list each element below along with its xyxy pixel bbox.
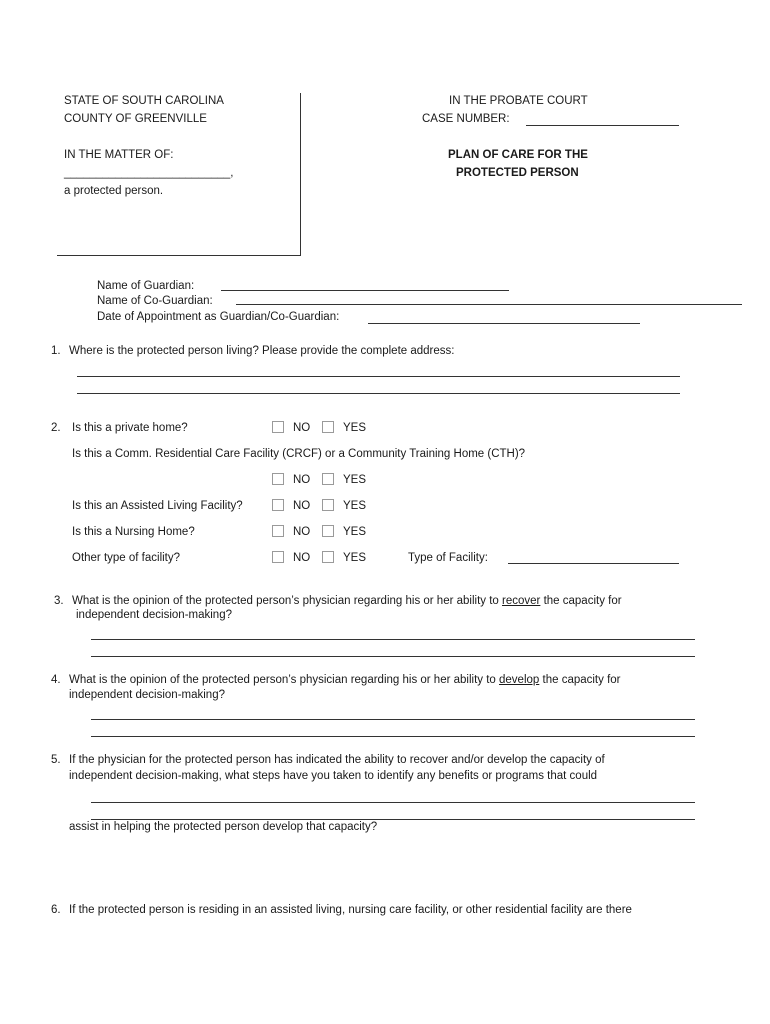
other-facility-no-checkbox[interactable]: [272, 551, 284, 563]
private-home-label: Is this a private home?: [72, 422, 188, 434]
question-6-number: 6.: [51, 904, 61, 916]
assisted-living-label: Is this an Assisted Living Facility?: [72, 500, 243, 512]
no-label: NO: [293, 552, 311, 564]
case-number-label: CASE NUMBER:: [422, 113, 510, 125]
question-3-text: What is the opinion of the protected person’s physician regarding his or her ability to recover the capacity for: [72, 595, 622, 607]
assisted-living-no-checkbox[interactable]: [272, 499, 284, 511]
question-4-text-line2: independent decision-making?: [69, 689, 225, 701]
form-title-line1: PLAN OF CARE FOR THE: [448, 149, 588, 161]
caption-divider-vertical: [300, 93, 301, 256]
question-3-text-line2: independent decision-making?: [76, 609, 232, 621]
nursing-home-no-checkbox[interactable]: [272, 525, 284, 537]
crcf-label: Is this a Comm. Residential Care Facility (CRCF) or a Community Training Home (CTH)?: [72, 448, 526, 460]
type-of-facility-label: Type of Facility:: [408, 552, 488, 564]
guardian-name-field[interactable]: [221, 290, 509, 291]
appointment-date-field[interactable]: [368, 323, 640, 324]
private-home-yes-checkbox[interactable]: [322, 421, 334, 433]
court-label: IN THE PROBATE COURT: [449, 95, 588, 107]
q4-answer-line-1[interactable]: [91, 719, 695, 720]
nursing-home-yes-checkbox[interactable]: [322, 525, 334, 537]
nursing-home-label: Is this a Nursing Home?: [72, 526, 195, 538]
question-5-text-line2: independent decision-making, what steps have you taken to identify any benefits or programs that could: [69, 770, 598, 782]
matter-of-label: IN THE MATTER OF:: [64, 149, 174, 161]
question-6-text: If the protected person is residing in an assisted living, nursing care facility, or other residential facility are there: [69, 904, 632, 916]
address-line-1[interactable]: [77, 376, 680, 377]
address-line-2[interactable]: [77, 393, 680, 394]
yes-label: YES: [343, 552, 367, 564]
no-label: NO: [293, 422, 311, 434]
yes-label: YES: [343, 526, 367, 538]
caption-divider-horizontal: [57, 255, 301, 256]
other-facility-label: Other type of facility?: [72, 552, 181, 564]
no-label: NO: [293, 526, 311, 538]
q3-answer-line-2[interactable]: [91, 656, 695, 657]
question-5-text-line3: assist in helping the protected person develop that capacity?: [69, 821, 378, 833]
other-facility-yes-checkbox[interactable]: [322, 551, 334, 563]
question-3-number: 3.: [54, 595, 64, 607]
q3-answer-line-1[interactable]: [91, 639, 695, 640]
type-of-facility-field[interactable]: [508, 563, 679, 564]
coguardian-name-label: Name of Co-Guardian:: [97, 295, 213, 307]
form-title-line2: PROTECTED PERSON: [456, 167, 579, 179]
guardian-name-label: Name of Guardian:: [97, 280, 195, 292]
assisted-living-yes-checkbox[interactable]: [322, 499, 334, 511]
question-5-text-line1: If the physician for the protected person has indicated the ability to recover and/or develop the capacity of: [69, 754, 605, 766]
q5-answer-line-2[interactable]: [91, 819, 695, 820]
appointment-date-label: Date of Appointment as Guardian/Co-Guardian:: [97, 311, 340, 323]
question-2-number: 2.: [51, 422, 61, 434]
crcf-yes-checkbox[interactable]: [322, 473, 334, 485]
no-label: NO: [293, 474, 311, 486]
yes-label: YES: [343, 500, 367, 512]
no-label: NO: [293, 500, 311, 512]
question-4-text: What is the opinion of the protected person’s physician regarding his or her ability to develop the capacity for: [69, 674, 621, 686]
yes-label: YES: [343, 422, 367, 434]
coguardian-name-field[interactable]: [236, 304, 742, 305]
state-label: STATE OF SOUTH CAROLINA: [64, 95, 224, 107]
case-number-field[interactable]: [526, 125, 679, 126]
recover-emphasis: recover: [502, 595, 541, 607]
q5-answer-line-1[interactable]: [91, 802, 695, 803]
develop-emphasis: develop: [499, 674, 540, 686]
yes-label: YES: [343, 474, 367, 486]
crcf-no-checkbox[interactable]: [272, 473, 284, 485]
protected-person-name-field[interactable]: __________________________,: [64, 167, 234, 179]
county-label: COUNTY OF GREENVILLE: [64, 113, 207, 125]
question-4-number: 4.: [51, 674, 61, 686]
private-home-no-checkbox[interactable]: [272, 421, 284, 433]
question-1-text: Where is the protected person living? Please provide the complete address:: [69, 345, 455, 357]
protected-person-label: a protected person.: [64, 185, 164, 197]
question-1-number: 1.: [51, 345, 61, 357]
question-5-number: 5.: [51, 754, 61, 766]
q4-answer-line-2[interactable]: [91, 736, 695, 737]
